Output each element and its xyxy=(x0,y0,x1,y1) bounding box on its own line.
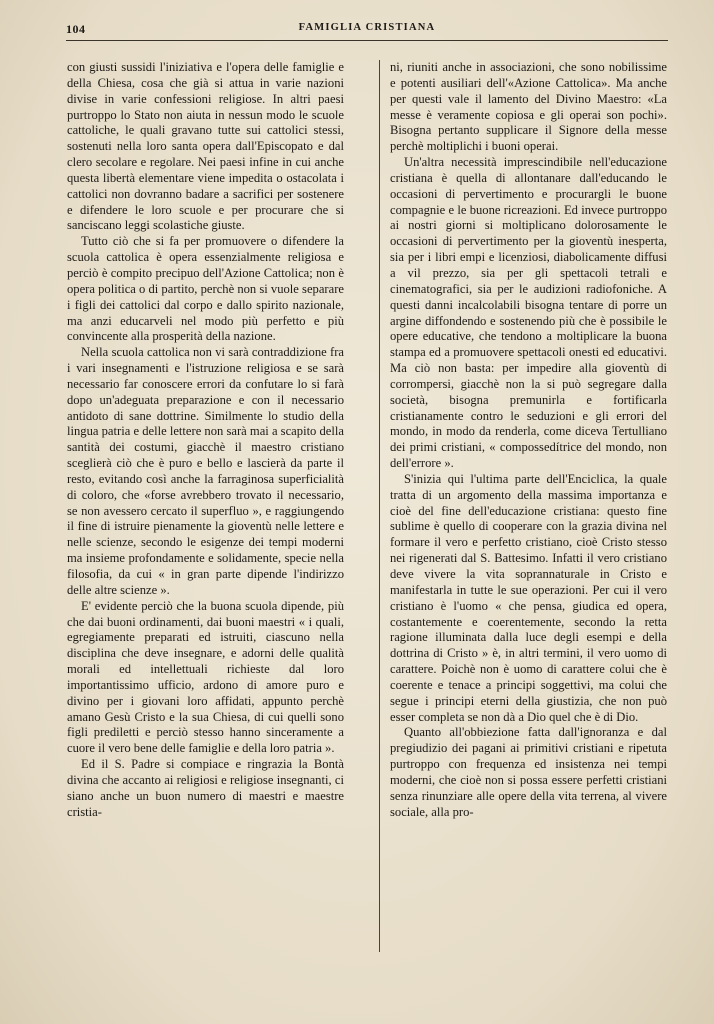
paragraph: E' evidente perciò che la buona scuola dipende, più che dai buoni ordinamenti, dai buoni maestri « i quali, egregiamente preparati ed istruiti, ciascuno nella disciplina che deve insegnare, e adorni delle qualità morali ed intellettuali richieste dal loro importantissimo ufficio, ardono di amore puro e divino per i giovani loro affidati, appunto perchè amano Gesù Cristo e la sua Chiesa, di cui quelli sono figli prediletti e perciò stesso hanno sinceramente a cuore il vero bene delle famiglie e della loro patria ». xyxy=(67,598,344,756)
paragraph: Tutto ciò che si fa per promuovere o difendere la scuola cattolica è opera essenzialmente religiosa e perciò è compito precipuo dell'Azione Cattolica; non è opera politica o di partito, perchè non si vuole separare i figli dei cattolici dal corpo e dallo spirito nazionale, ma anzi educarveli nel modo più perfetto e più convincente alla prosperità della nazione. xyxy=(67,234,344,344)
paragraph: Ed il S. Padre si compiace e ringrazia la Bontà divina che accanto ai religiosi e religiose insegnanti, ci siano anche un buon numero di maestri e maestre cristia- xyxy=(67,757,344,819)
left-column xyxy=(67,60,344,821)
paragraph: S'inizia qui l'ultima parte dell'Enciclica, la quale tratta di un argomento della massima importanza e cioè del fine dell'educazione cristiana: questo fine sublime è quello di cooperare con la grazia divina nel formare il vero e perfetto cristiano, cioè Cristo stesso nei rigenerati dal S. Battesimo. Infatti il vero cristiano deve vivere la vita soprannaturale in Cristo e manifestarla in tutte le sue operazioni. Per cui il vero cristiano è l'uomo « che pensa, giudica ed opera, costantemente e coerentemente, secondo la retta ragione illuminata dalla luce degli esempi e della dottrina di Cristo » è, in altri termini, il vero uomo di carattere. Poichè non è uomo di carattere colui che è coerente e tenace a principi soggettivi, ma colui che segue i principi eterni della giustizia, che non può esser completa se non dà a Dio quel che è di Dio. xyxy=(390,471,667,724)
header-rule xyxy=(66,40,668,41)
running-head: FAMIGLIA CRISTIANA xyxy=(298,22,436,33)
right-column xyxy=(390,60,667,821)
column-divider xyxy=(379,60,380,952)
page-number: 104 xyxy=(66,22,86,36)
paragraph: Un'altra necessità imprescindibile nell'educazione cristiana è quella di allontanare dall'educando le occasioni di pervertimento e procurargli le buone compagnie e le buone ricreazioni. Ed invece purtroppo ai nostri giorni si moltiplicano dolorosamente le occasioni di pervertimento per la gioventù inesperta, sia per i libri empi e licenziosi, diabolicamente diffusi a vil prezzo, sia per gli spettacoli tetrali e cinematografici, sia per le audizioni radiofoniche. A questi danni incalcolabili bisogna tentare di porre un argine diffondendo e sostenendo più che è possibile le opere educative, che tendono a moltiplicare la buona stampa ed a promuovere spettacoli onesti ed educativi. Ma ciò non basta: per impedire alla gioventù di corrompersi, giacchè non la si può segregare dalla società, bisogna premunirla e fortificarla cristianamente contro le seduzioni e gli errori del mondo, in modo da renderla, come diceva Tertulliano dei primi cristiani, « compossedítrice del mondo, non dell'errore ». xyxy=(390,155,667,471)
paragraph: Nella scuola cattolica non vi sarà contraddizione fra i vari insegnamenti e l'istruzione religiosa e se sarà necessario far conoscere errori da confutare lo si farà dopo un'adeguata preparazione e con il necessario antidoto di sane dottrine. Similmente lo studio della lingua patria e delle lettere non sarà mai a scapito della santità dei costumi, giacchè il maestro cristiano sceglierà ciò che è puro e bello e lascierà da parte il resto, evitando così anche la farraginosa superficialità di coloro, che «forse avrebbero trovato il necessario, se non avessero cercato il superfluo », e raggiungendo il fine di istruire pienamente la gioventù nelle lettere e nelle scienze, secondo le esigenze dei tempi moderni ma insieme profondamente e solidamente, specie nella filosofia, da cui « in gran parte dipende l'indirizzo delle altre scienze ». xyxy=(67,345,344,597)
paragraph: Quanto all'obbiezione fatta dall'ignoranza e dal pregiudizio dei pagani ai primitivi cristiani e ripetuta purtroppo con frequenza ed insistenza nei tempi moderni, che cioè non si possa essere perfetti cristiani senza rinunziare alle opere della vita terrena, al vivere sociale, alla pro- xyxy=(390,725,667,819)
page-header xyxy=(66,18,668,38)
paragraph: ni, riuniti anche in associazioni, che sono nobilissime e potenti ausiliari dell'«Azione Cattolica». Ma anche per questi vale il lamento del Divino Maestro: «La messe è veramente copiosa e gli operai son pochi». Bisogna pertanto supplicare il Signore della messe perchè moltiplichi i buoni operai. xyxy=(390,60,667,154)
paragraph: con giusti sussidi l'iniziativa e l'opera delle famiglie e della Chiesa, cosa che già si attua in varie nazioni divise in varie confessioni religiose. In altri paesi purtroppo lo Stato non aiuta in nessun modo le scuole cattoliche, le quali gravano tutte sui cattolici stessi, sostenuti nella loro santa opera dall'Episcopato e dal clero secolare e regolare. Nei paesi infine in cui anche questa libertà elementare viene impedita o ostacolata i cattolici non dovranno badare a sacrifici per sostenere e difendere le loro scuole e per procurare che si sanciscano leggi scolastiche giuste. xyxy=(67,60,344,233)
